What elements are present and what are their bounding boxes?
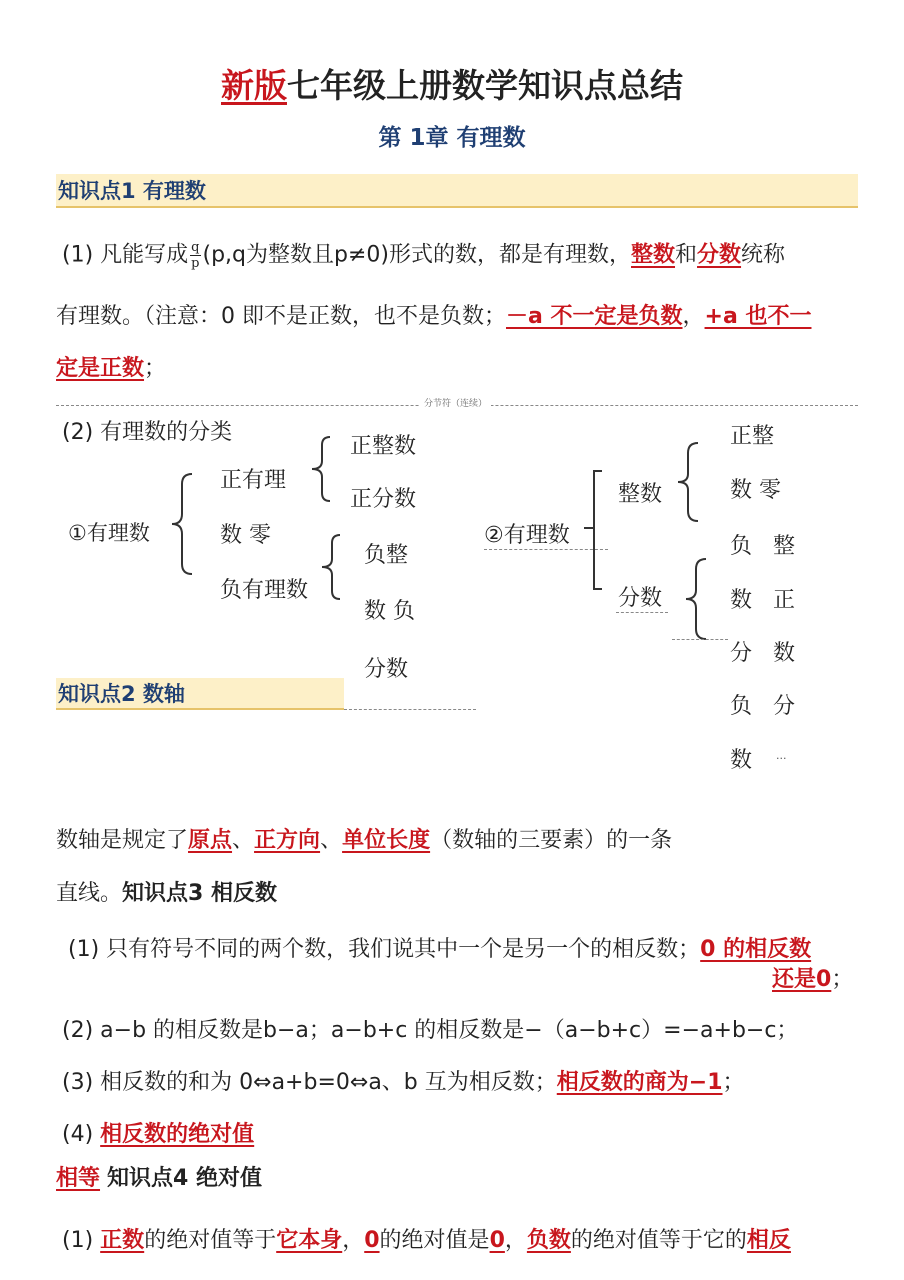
tree2-brace-frac <box>680 556 710 642</box>
tree2-dots: ··· <box>776 752 787 765</box>
text: (p,q为整数且p≠0)形式的数，都是有理数， <box>202 242 631 268</box>
keyword: 正方向 <box>254 828 321 853</box>
kp2-line2 <box>56 879 277 909</box>
fraction <box>190 240 200 271</box>
tree2-frac-underline <box>616 612 668 613</box>
tree2-child-6: 负 分 <box>730 694 795 719</box>
text: 统称 <box>741 242 786 268</box>
section-break-label: 分节符（连续） <box>420 398 491 410</box>
tree2-brace-underline <box>672 639 728 640</box>
kp3-line2: (2) a−b 的相反数是b−a；a−b+c 的相反数是−（a−b+c）=−a+b−c； <box>62 1018 799 1043</box>
tree2-frac: 分数 <box>618 586 663 611</box>
keyword: 原点 <box>188 828 233 853</box>
kp1-p1-line1 <box>62 240 785 271</box>
tree2-child-7: 数 <box>730 748 753 773</box>
text: ； <box>144 356 167 381</box>
text: (1) 凡能写成 <box>62 242 189 268</box>
text: (1) 只有符号不同的两个数，我们说其中一个是另一个的相反数； <box>68 937 701 962</box>
keyword: 0 <box>364 1228 380 1253</box>
keyword: 还是0 <box>772 967 832 992</box>
text: 、 <box>232 828 255 853</box>
kp3-heading: 知识点3 相反数 <box>122 881 277 906</box>
kp3-line4 <box>62 1120 254 1150</box>
kp1-p1-line3 <box>56 354 166 384</box>
text: (3) 相反数的和为 0⇔a+b=0⇔a、b 互为相反数； <box>62 1070 557 1095</box>
text: 的绝对值是 <box>379 1228 490 1253</box>
text: ； <box>831 967 854 992</box>
text: 的绝对值等于 <box>144 1228 277 1253</box>
text: ， <box>504 1228 527 1253</box>
kp3-line3 <box>62 1068 745 1098</box>
text: 、 <box>320 828 343 853</box>
keyword: 它本身 <box>276 1228 343 1253</box>
kp4-heading: 知识点4 绝对值 <box>107 1166 262 1191</box>
keyword: －a 不一定是负数 <box>506 304 683 329</box>
tree1-neg-int: 负整 <box>364 543 409 568</box>
keyword: 分数 <box>697 242 742 268</box>
tree2-child-3: 负 整 <box>730 534 795 559</box>
tree1-neg: 负有理数 <box>220 578 309 603</box>
keyword: 0 <box>489 1228 505 1253</box>
tree2-child-5: 分 数 <box>730 641 795 666</box>
keyword: 定是正数 <box>56 356 145 381</box>
tree1-pos: 正有理 <box>220 468 287 493</box>
tree1-zero: 数 零 <box>220 523 271 548</box>
kp2-heading-dash <box>344 709 476 710</box>
keyword: 相反数的绝对值 <box>100 1122 255 1147</box>
tree2-int: 整数 <box>618 482 663 507</box>
tree1-pos-int: 正整数 <box>350 434 417 459</box>
text: 的绝对值等于它的 <box>570 1228 747 1253</box>
kp3-line5 <box>56 1164 262 1194</box>
text: ， <box>342 1228 365 1253</box>
kp1-p1-line2 <box>56 302 811 332</box>
text: 直线。 <box>56 881 123 906</box>
tree1-pos-frac: 正分数 <box>350 487 417 512</box>
kp4-line1 <box>62 1226 791 1256</box>
keyword: 负数 <box>526 1228 571 1253</box>
kp1-heading: 知识点1 有理数 <box>58 179 206 203</box>
tree2-brace-int <box>672 440 702 524</box>
keyword: 相反数的商为−1 <box>556 1070 723 1095</box>
tree2-child-4: 数 正 <box>730 588 795 613</box>
tree1-neg-frac: 分数 <box>364 657 409 682</box>
text: （数轴的三要素）的一条 <box>430 828 673 853</box>
title-highlight: 新版 <box>221 66 287 105</box>
tree1-brace-neg <box>318 532 344 602</box>
kp2-line1 <box>56 826 672 856</box>
text: 有理数。（注意：0 即不是正数，也不是负数； <box>56 304 506 329</box>
tree1-root: ①有理数 <box>68 521 150 545</box>
kp3-line1b <box>772 965 853 995</box>
title-text: 七年级上册数学知识点总结 <box>287 66 683 105</box>
text: ， <box>682 304 705 329</box>
tree2-root: ②有理数 <box>484 523 570 548</box>
tree1-brace-root <box>166 470 196 578</box>
tree2-child-1: 正整 <box>730 424 775 449</box>
frac-den: p <box>191 256 200 271</box>
tree2-child-2: 数 零 <box>730 478 781 503</box>
page-title <box>0 64 904 108</box>
keyword: 相反 <box>746 1228 791 1253</box>
keyword: 整数 <box>631 242 676 268</box>
chapter-title: 第 1章 有理数 <box>378 125 526 151</box>
keyword: 相等 <box>56 1166 101 1191</box>
tree1-brace-pos <box>308 434 334 504</box>
text: ； <box>722 1070 745 1095</box>
text: (4) <box>62 1122 94 1147</box>
frac-num: q <box>191 240 200 255</box>
keyword: 0 的相反数 <box>700 937 812 962</box>
keyword: 单位长度 <box>342 828 431 853</box>
keyword: +a 也不一 <box>704 304 812 329</box>
keyword: 正数 <box>100 1228 145 1253</box>
kp2-heading: 知识点2 数轴 <box>58 682 185 706</box>
kp3-line1 <box>68 935 811 965</box>
tree1-neg-num: 数 负 <box>364 599 415 624</box>
tree2-brace-root <box>580 468 606 592</box>
text: (1) <box>62 1228 94 1253</box>
text: 和 <box>675 242 698 268</box>
text: 数轴是规定了 <box>56 828 189 853</box>
kp1-p2: (2) 有理数的分类 <box>62 420 233 445</box>
